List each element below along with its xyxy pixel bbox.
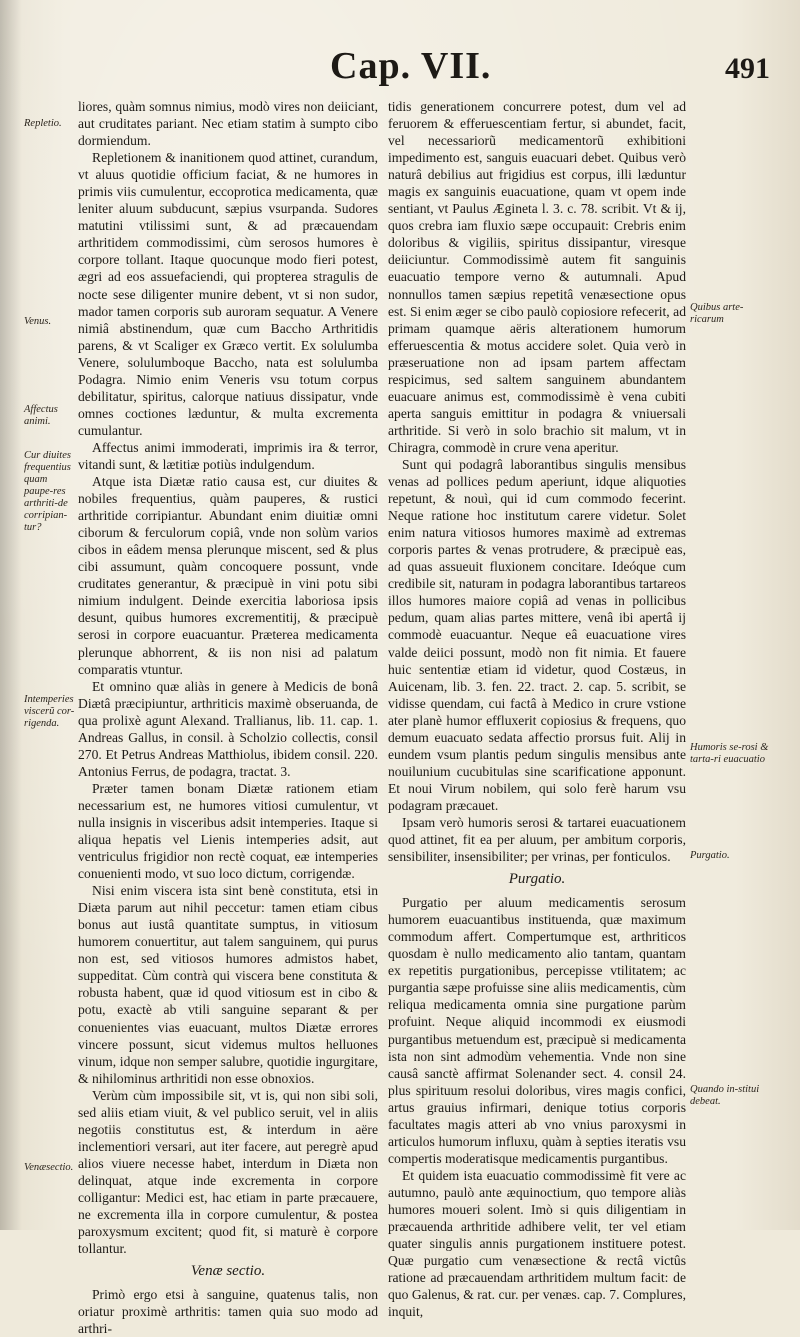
margin-note-purgatio: Purgatio.	[690, 850, 730, 861]
margin-note-intemperies: Intemperies viscerũ cor-rigenda.	[24, 694, 75, 729]
chapter-title: Cap. VII.	[330, 45, 492, 87]
margin-note-humoris-serosi: Humoris se-rosi & tarta-ri euacuatio	[690, 742, 769, 765]
left-paragraph-6: Præter tamen bonam Diætæ rationem etiam necessarium est, ne humores vitiosi cumulentur, vt nulla insignis in visceribus adsit intemperies. Itaque si aliqua hepatis vel Lienis intemperies adsit, aut ventriculus frigidior non rectè coquat, eæ intemperies conuenienti modo, vt suo loco dictum, corrigendæ.	[78, 780, 378, 882]
left-paragraph-2: Repletionem & inanitionem quod attinet, curandum, vt aluus quotidie officium faciat, & ne humores in primis viis cumulentur, eccoprotica medicamenta, quæ leniter aluum subducunt, sæpius vsurpanda. Sudores matutini vtilissimi sunt, & ad præcauendam arthritidem commodissimi, cùm serosos humores è corpore tollant. Itaque quocunque modo fieri potest, ægri ad eos assuefaciendi, qui propterea stragulis de nocte sese diligenter munire debent, vt si non sudor, mador tamen corporis sub auroram sequatur. A Venere nimiâ abstinendum, quæ cum Baccho Arthritidis parens, & vt Scaliger ex Græco vertit. Ex solulumba Venere, solulumboque Baccho, nata est solulumba Podagra. Nimio enim Veneris vsu totum corpus debilitatur, spiritus, calorque natiuus dissipatur, vnde omnes coctiones læduntur, & multa excrementa cumulantur.	[78, 150, 378, 438]
right-paragraph-4: Purgatio per aluum medicamentis serosum humorem euacuantibus instituenda, quæ maximum commodum affert. Compertumque est, arthriticos quosdam è nullo medicamento alio tantam, quantam ex repetitis purgationibus, percepisse vtilitatem; ac purgantia sæpe profuisse sine aliis medicamentis, cùm reliqua medicamenta omnia sine purgatione parùm profuint. Neque aliquid incommodi ex eiusmodi purgantibus metuendum est, præcipuè si medicamenta ista non sint admodùm vehementia. Vnde non sine causâ sanctè affirmat Solenander sect. 4. consil 24. plus spirituum resolui doloribus, vires magis confici, artus grauius infirmari, denique totius corporis facultates magis atteri ab vno vnius paroxysmi in articulos humorum influxu, quàm à septies iteratis vsu compertis moderatisque medicamentis purgantibus.	[388, 895, 686, 1166]
margin-note-cur-diuites: Cur diuites frequentius quam paupe-res arthriti-de corripian-tur?	[24, 450, 71, 533]
right-paragraph-1: tidis generationem concurrere potest, dum vel ad feruorem & efferuescentiam fertur, si abundet, facit, vel necessariorũ medicamentorũ exhibitioni impedimento est, sanguis euacuari debet. Quibus verò naturâ debilius aut frigidius est corpus, illi læduntur magis ex sanguinis euacuatione, quam vt opem inde sentiant, vt Paulus Ægineta l. 3. c. 78. scribit. Vt & ij, quos crebra iam fluxio sæpe occupauit: Crebris enim doloribus & vigiliis, spiritus dissipantur, viresque deiiciuntur. Commodissimè autem fit sanguinis euacuatio tempore verno & autumnali. Apud nonnullos tamen sæpius repetitâ venæsectione opus est. Si enim æger se cibo paulò copiosiore refecerit, ad primam quamque aëris alterationem humorum efferuescentia & motus accidere solet. Quia verò in præseruatione non ad ipsam partem affectam respicimus, sed saltem sanguinem abundantem euacuare animus est, commodissimè è vena cubiti aperta sanguis emittitur in podagra & vniuersali arthritide. Si verò in solo brachio sit malum, vt in Chiragra, commodè in crure vena aperitur.	[388, 99, 686, 455]
left-paragraph-tail: Primò ergo etsi à sanguine, quatenus talis, non oriatur proximè arthritis: tamen quia suo modo ad arthri-	[78, 1287, 378, 1337]
margin-note-affectus-animi: Affectus animi.	[24, 404, 58, 427]
margin-note-quibus: Quibus arte-ricarum	[690, 302, 744, 325]
right-text-column	[388, 98, 686, 1320]
left-paragraph-5: Et omnino quæ aliàs in genere à Medicis de bonâ Diætâ præcipiuntur, arthriticis maximè obseruanda, de qua prolixè agunt Alexand. Trallianus, lib. 11. cap. 1. Andreas Gallus, in consil. à Scholzio collectis, consil 270. Et Petrus Andreas Matthiolus, ibidem consil. 220. Antonius Ferrus, de podagra, tractat. 3.	[78, 678, 378, 779]
margin-note-venus: Venus.	[24, 316, 52, 327]
margin-note-venaesectio: Venæsectio.	[24, 1162, 74, 1173]
left-paragraph-7: Nisi enim viscera ista sint benè constituta, etsi in Diæta parum aut nihil peccetur: tamen etiam cibus bonus aut iustâ quantitate sumptus, in vitiosum humorem conuertitur, aut talem sanguinem, qui purus non est, sed vitiosos humores admistos habet, suppeditat. Cùm contrà qui viscera bene constituta & robusta habent, quæ id quod vitiosum est in cibo & potu, exactè ab vtili sanguine separant & per conuenientes vias euacuant, multos Diætæ errores vincere possunt, sicut videmus multos helluones vinum, idque non semper salubre, quotidie ingurgitare, & nihilominus arthritidi non esse obnoxios.	[78, 883, 378, 1086]
left-paragraph-4: Atque ista Diætæ ratio causa est, cur diuites & nobiles frequentius, quàm pauperes, & rustici arthritide corripiantur. Abundant enim diuitiæ omni ciborum & ferculorum copiâ, vnde non solùm varios cibos in eâdem mensa plerunque miscent, sed & plus cibi assumunt, quàm concoquere possunt, vnde cruditates generantur, & præcipuè in vini potu sibi nimium indulgent. Deinde exercitia laboriosa ipsis desunt, quibus humores excrementitij, & præcipuè serosi in corpore euacuantur. Præterea medicamenta plerunque abhorrent, & iis non nisi ad palatum comparatis vtuntur.	[78, 474, 378, 677]
right-paragraph-2: Sunt qui podagrâ laborantibus singulis mensibus venas ad pollices pedum aperiunt, idque aliquoties repetunt, & nouì, qui id cum commodo fecerint. Neque ratione hoc institutum carere videtur. Solet enim natura vitiosos humores maximè ad extremas corporis partes & venas protrudere, & præcipuè eas, ad quas assueuit fluxionem concitare. Ideóque cum credibile sit, naturam in podagra laborantibus tartareos illos humores maiore copiâ ad venas in pollicibus pedum, quam alias partes mittere, venâ ibi apertâ ij commodè euacuantur. Neque eâ euacuatione vires valde deiici possunt, modò non fit nimia. Et fauere huic sententiæ etiam id videtur, quod Costæus, in Auicenam, lib. 3. fen. 22. tract. 2. cap. 5. scribit, se vidisse quendam, cui factâ à Medico in crure vstione ater planè humor effluxerit copiosius & frequens, quo demum euacuato sedata affectio prorsus fuit. Alij in eundem vsum plantis pedum singulis mensibus ante nouilunium cucubitulas sine scarificatione apponunt. Et noui Virum nobilem, qui solo ferè harum vsu podagram præcauet.	[388, 456, 686, 813]
page-number: 491	[725, 52, 770, 85]
section-heading-purgatio: Purgatio.	[508, 871, 566, 888]
running-header	[330, 44, 770, 94]
margin-note-quando-institui: Quando in-stitui debeat.	[690, 1084, 760, 1107]
left-paragraph-3: Affectus animi immoderati, imprimis ira & terror, vitandi sunt, & lætitiæ potiùs indulgendum.	[78, 439, 378, 472]
left-paragraph-1: liores, quàm somnus nimius, modò vires non deiiciant, aut cruditates pariant. Nec etiam statim à sumpto cibo dormiendum.	[78, 99, 378, 149]
right-paragraph-3: Ipsam verò humoris serosi & tartarei euacuationem quod attinet, fit ea per aluum, per ambitum corporis, sensibiliter, insensibiliter; per vrinas, per fonticulos.	[388, 814, 686, 865]
left-paragraph-8: Verùm cùm impossibile sit, vt is, qui non sibi soli, sed aliis etiam viuit, & vel publico seruit, vel in aliis negotiis constitutus est, & interdum in aëre inclementiori versari, aut iter facere, aut peregrè apud alios viuere necesse habet, interdum in Diæta non delinquat, atque inde excrementa in corpore colligantur: Medici est, hac etiam in parte præcauere, ne excrementa illa in corpore cumulentur, & postea paroxysmum excitent; quod fit, si maturè è corpore tollantur.	[78, 1087, 378, 1257]
section-heading-venae-sectio: Venæ sectio.	[190, 1263, 266, 1280]
left-text-column	[78, 98, 378, 1337]
margin-note-repletio: Repletio.	[24, 118, 62, 129]
right-paragraph-5: Et quidem ista euacuatio commodissimè fit vere ac autumno, paulò ante æquinoctium, quo tempore aliàs humores moueri solent. Imò si quis diligentiam in præcauenda arthritide adhibere velit, ter vel etiam quater singulis annis purgationem instituere potest. Quæ purgatio cum venæsectione & rectâ victûs ratione ad præcauendam arthritidem multum facit: de quo Galenus, & rat. cur. per venæs. cap. 7. Complures, inquit,	[388, 1167, 686, 1320]
page-spine-shadow	[0, 0, 22, 1230]
